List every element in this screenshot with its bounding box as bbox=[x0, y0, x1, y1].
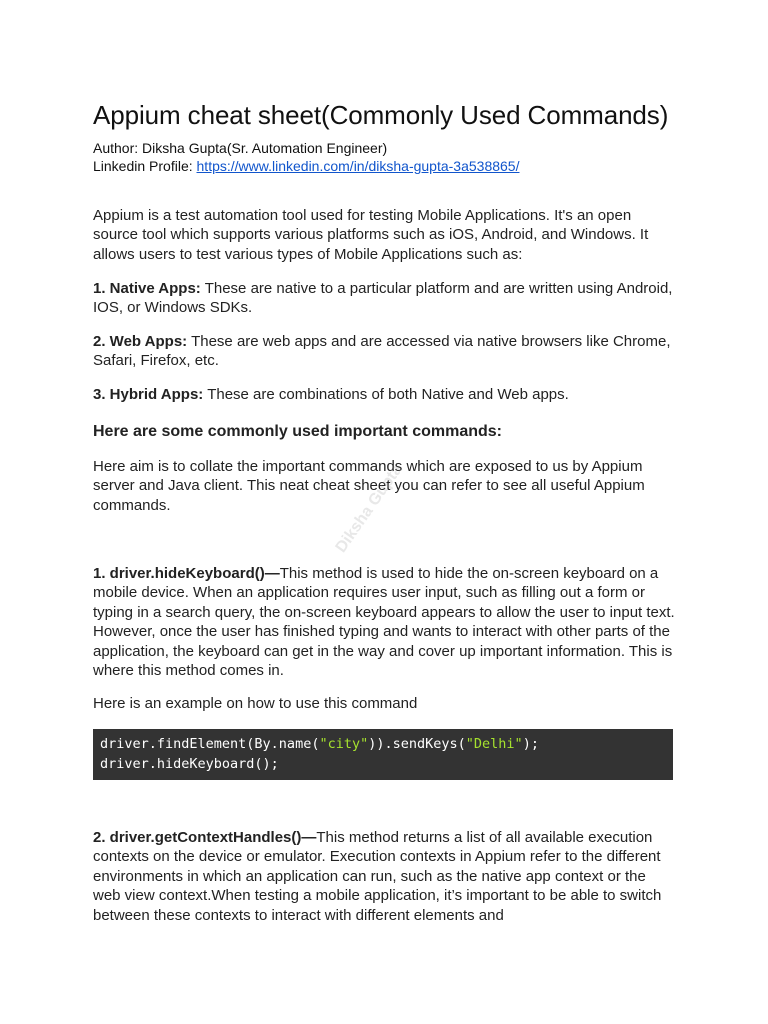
commands-heading: Here are some commonly used important commands: bbox=[93, 423, 502, 440]
app-type-web bbox=[93, 332, 675, 371]
command-text: This method returns a list of all available execution contexts on the device or emulator. Execution contexts in Appium refer to the different environments in which an application can run, such as the native app context or the web view context.When testing a mobile application, it’s important to be able to switch between these contexts to interact with different elements and bbox=[93, 829, 662, 924]
app-type-label: 3. Hybrid Apps: bbox=[93, 386, 204, 403]
code-line-2: driver.hideKeyboard(); bbox=[100, 755, 279, 772]
command-hide-keyboard bbox=[93, 564, 675, 680]
command-get-context-handles bbox=[93, 828, 675, 925]
watermark-text: Diksha Gupta bbox=[332, 461, 406, 556]
app-type-native bbox=[93, 279, 675, 318]
code-line-1: driver.findElement(By.name("city")).sendKeys("Delhi"); bbox=[100, 736, 539, 752]
app-type-hybrid bbox=[93, 385, 675, 404]
linkedin-line bbox=[93, 157, 519, 175]
command-text: This method is used to hide the on-screen keyboard on a mobile device. When an application requires user input, such as filling out a form or typing in a search query, the on-screen keyboard appears to allow the user to input text. However, once the user has finished typing and wants to interact with other parts of the application, the keyboard can get in the way and cover up important information. This is where this method comes in. bbox=[93, 565, 675, 680]
code-block bbox=[93, 729, 673, 780]
page-title: Appium cheat sheet(Commonly Used Commands) bbox=[93, 100, 669, 130]
app-type-label: 2. Web Apps: bbox=[93, 333, 188, 350]
command-label: 1. driver.hideKeyboard()— bbox=[93, 565, 280, 582]
commands-intro: Here aim is to collate the important commands which are exposed to us by Appium server and Java client. This neat cheat sheet you can refer to see all useful Appium commands. bbox=[93, 458, 645, 514]
app-type-label: 1. Native Apps: bbox=[93, 280, 201, 297]
app-type-text: These are native to a particular platform and are written using Android, IOS, or Windows SDKs. bbox=[93, 280, 673, 317]
linkedin-label: Linkedin Profile: bbox=[93, 158, 197, 174]
app-type-text: These are web apps and are accessed via native browsers like Chrome, Safari, Firefox, etc. bbox=[93, 333, 671, 370]
command-label: 2. driver.getContextHandles()— bbox=[93, 829, 317, 846]
intro-paragraph: Appium is a test automation tool used for testing Mobile Applications. It's an open source tool which supports various platforms such as iOS, Android, and Windows. It allows users to test various types of Mobile Applications such as: bbox=[93, 207, 649, 263]
linkedin-link[interactable]: https://www.linkedin.com/in/diksha-gupta-3a538865/ bbox=[196, 158, 520, 174]
app-type-text: These are combinations of both Native and Web apps. bbox=[203, 386, 569, 403]
example-intro: Here is an example on how to use this command bbox=[93, 695, 418, 712]
author-line: Author: Diksha Gupta(Sr. Automation Engineer) bbox=[93, 140, 388, 156]
